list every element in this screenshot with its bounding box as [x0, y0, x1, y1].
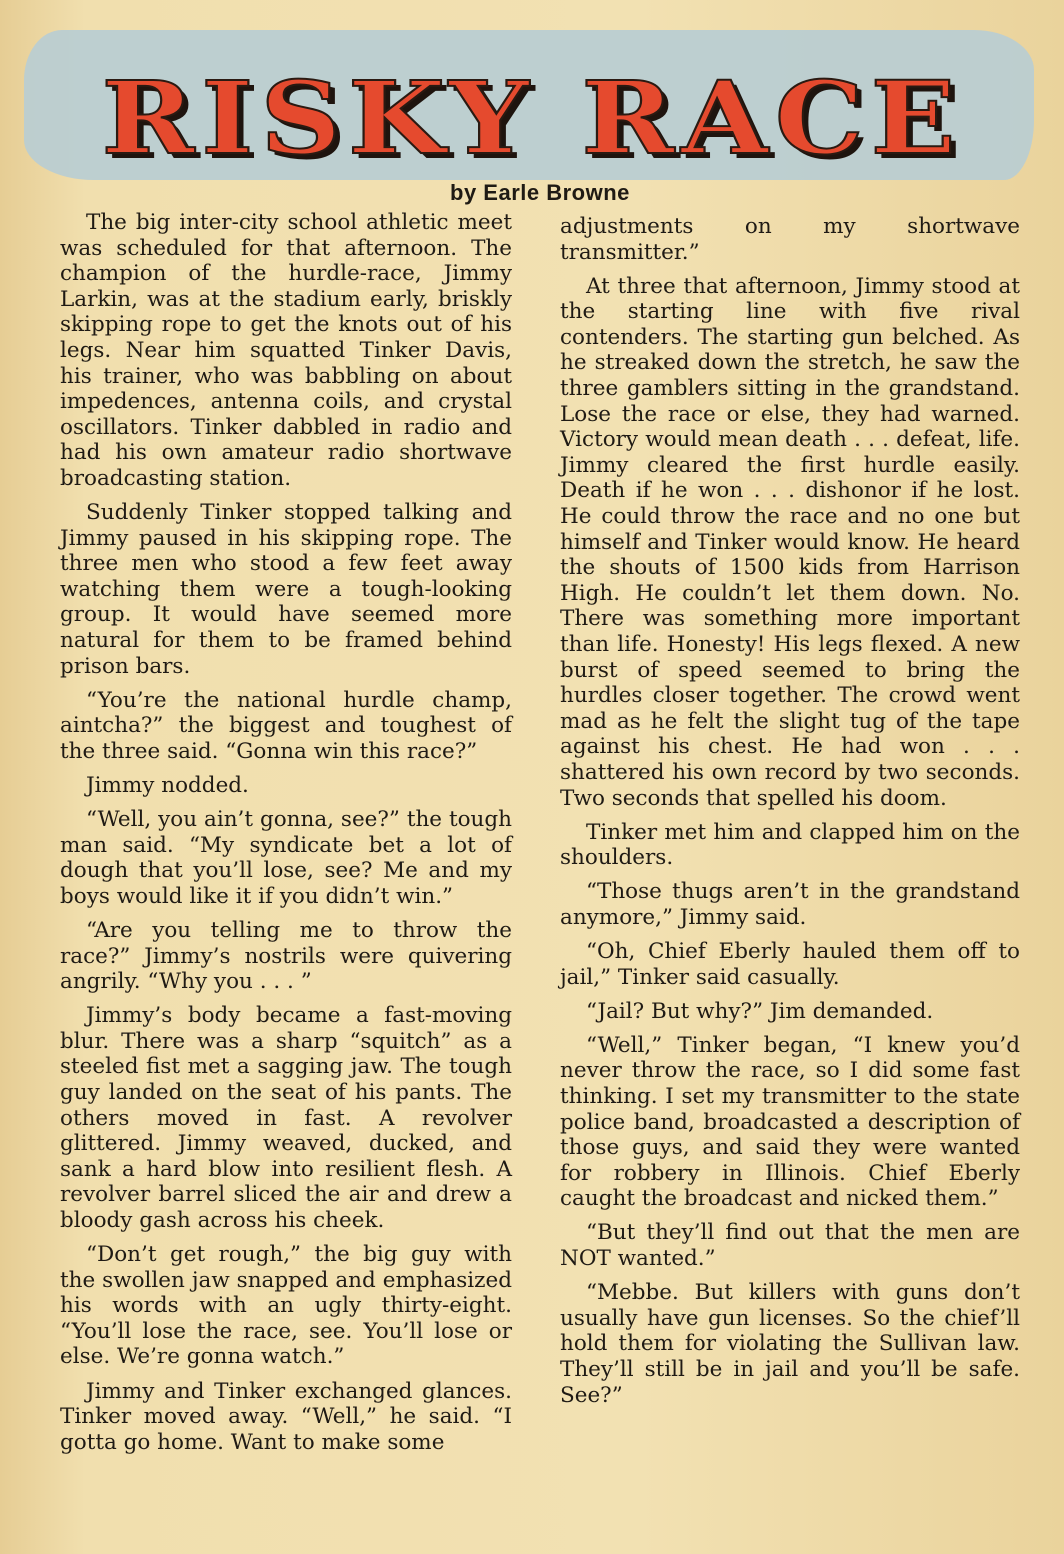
- paragraph: “Are you telling me to throw the race?” Jimmy’s nostrils were quivering angrily. “Why you . . . ”: [60, 917, 512, 995]
- paragraph: The big inter-city school athletic meet was scheduled for that afternoon. The champion of the hurdle-race, Jimmy Larkin, was at the stadium early, briskly skipping rope to get the knots out of his legs. Near him squatted Tinker Davis, his trainer, who was babbling on about impedences, antenna coils, and crystal oscillators. Tinker dabbled in radio and had his own amateur radio shortwave broadcasting station.: [60, 210, 512, 491]
- byline: by Earle Browne: [450, 180, 630, 205]
- paragraph: “You’re the national hurdle champ, aintcha?” the biggest and toughest of the three said. “Gonna win this race?”: [60, 687, 512, 764]
- right-column: [560, 214, 1020, 1417]
- paragraph: “Mebbe. But killers with guns don’t usually have gun licenses. So the chief’ll hold them for violating the Sullivan law. They’ll still be in jail and you’ll be safe. See?”: [560, 1280, 1020, 1408]
- paragraph: “Don’t get rough,” the big guy with the swollen jaw snapped and emphasized his words with an ugly thirty-eight. “You’ll lose the race, see. You’ll lose or else. We’re gonna watch.”: [60, 1242, 512, 1370]
- story-title: RISKY RACE: [101, 59, 963, 177]
- paragraph: Jimmy nodded.: [86, 772, 249, 798]
- paragraph: “Jail? But why?” Jim demanded.: [586, 998, 934, 1024]
- paragraph: Jimmy and Tinker exchanged glances. Tinker moved away. “Well,” he said. “I gotta go home. Want to make some: [60, 1378, 512, 1455]
- paragraph-continuation: adjustments on my shortwave transmitter.”: [560, 214, 1020, 265]
- paragraph: Tinker met him and clapped him on the shoulders.: [560, 819, 1020, 871]
- left-column: [60, 210, 512, 1464]
- paragraph: “Those thugs aren’t in the grandstand anymore,” Jimmy said.: [560, 879, 1020, 930]
- paragraph: “Well, you ain’t gonna, see?” the tough man said. “My syndicate bet a lot of dough that you’ll lose, see? Me and my boys would like it if you didn’t win.”: [60, 807, 512, 909]
- paragraph: Suddenly Tinker stopped talking and Jimmy paused in his skipping rope. The three men who stood a few feet away watching them were a tough-looking group. It would have seemed more natural for them to be framed behind prison bars.: [60, 500, 512, 679]
- paragraph: “Well,” Tinker began, “I knew you’d never throw the race, so I did some fast thinking. I set my transmitter to the state police band, broadcasted a description of those guys, and said they were wanted for robbery in Illinois. Chief Eberly caught the broadcast and nicked them.”: [560, 1032, 1020, 1212]
- paragraph: “Oh, Chief Eberly hauled them off to jail,” Tinker said casually.: [560, 939, 1020, 990]
- paragraph: At three that afternoon, Jimmy stood at the starting line with five rival contenders. The starting gun belched. As he streaked down the stretch, he saw the three gamblers sitting in the grandstand. Lose the race or else, they had warned. Victory would mean death . . . defeat, life. Jimmy cleared the first hurdle easily. Death if he won . . . dishonor if he lost. He could throw the race and no one but himself and Tinker would know. He heard the shouts of 1500 kids from Harrison High. He couldn’t let them down. No. There was something more important than life. Honesty! His legs flexed. A new burst of speed seemed to bring the hurdles closer together. The crowd went mad as he felt the slight tug of the tape against his chest. He had won . . . shattered his own record by two seconds. Two seconds that spelled his doom.: [560, 273, 1020, 811]
- paragraph: Jimmy’s body became a fast-moving blur. There was a sharp “squitch” as a steeled fist met a sagging jaw. The tough guy landed on the seat of his pants. The others moved in fast. A revolver glittered. Jimmy weaved, ducked, and sank a hard blow into resilient flesh. A revolver barrel sliced the air and drew a bloody gash across his cheek.: [60, 1003, 512, 1233]
- paragraph: “But they’ll find out that the men are NOT wanted.”: [560, 1220, 1020, 1272]
